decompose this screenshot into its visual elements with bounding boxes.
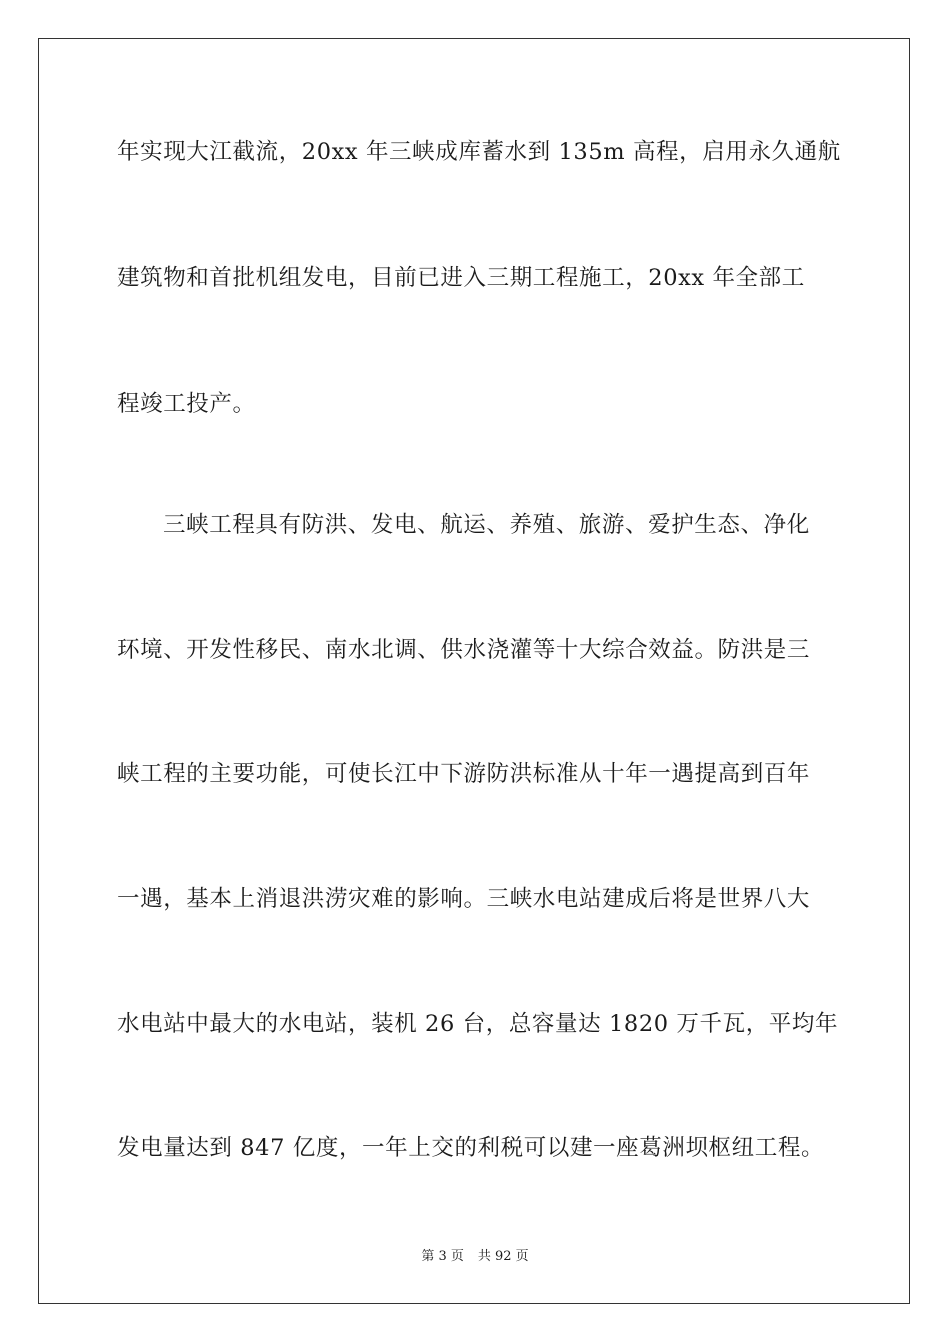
body-text-line: 程竣工投产。: [117, 391, 256, 417]
page-border: [38, 38, 910, 1304]
body-text-line: 年实现大江截流，20xx 年三峡成库蓄水到 135m 高程，启用永久通航: [117, 139, 841, 165]
body-text-line: 建筑物和首批机组发电，目前已进入三期工程施工，20xx 年全部工: [117, 265, 805, 291]
body-text-line: 一遇，基本上消退洪涝灾难的影响。三峡水电站建成后将是世界八大: [117, 886, 811, 912]
body-text-line: 水电站中最大的水电站，装机 26 台，总容量达 1820 万千瓦，平均年: [117, 1011, 839, 1037]
page-footer: [0, 1249, 950, 1265]
body-text-line: 环境、开发性移民、南水北调、供水浇灌等十大综合效益。防洪是三: [117, 637, 811, 663]
current-page-number: 第 3 页: [421, 1249, 464, 1264]
paragraph-first-line: 三峡工程具有防洪、发电、航运、养殖、旅游、爱护生态、净化: [163, 512, 810, 538]
body-text-line: 发电量达到 847 亿度，一年上交的利税可以建一座葛洲坝枢纽工程。: [117, 1135, 825, 1161]
body-text-line: 峡工程的主要功能，可使长江中下游防洪标准从十年一遇提高到百年: [117, 761, 811, 787]
total-page-count: 共 92 页: [477, 1249, 529, 1264]
